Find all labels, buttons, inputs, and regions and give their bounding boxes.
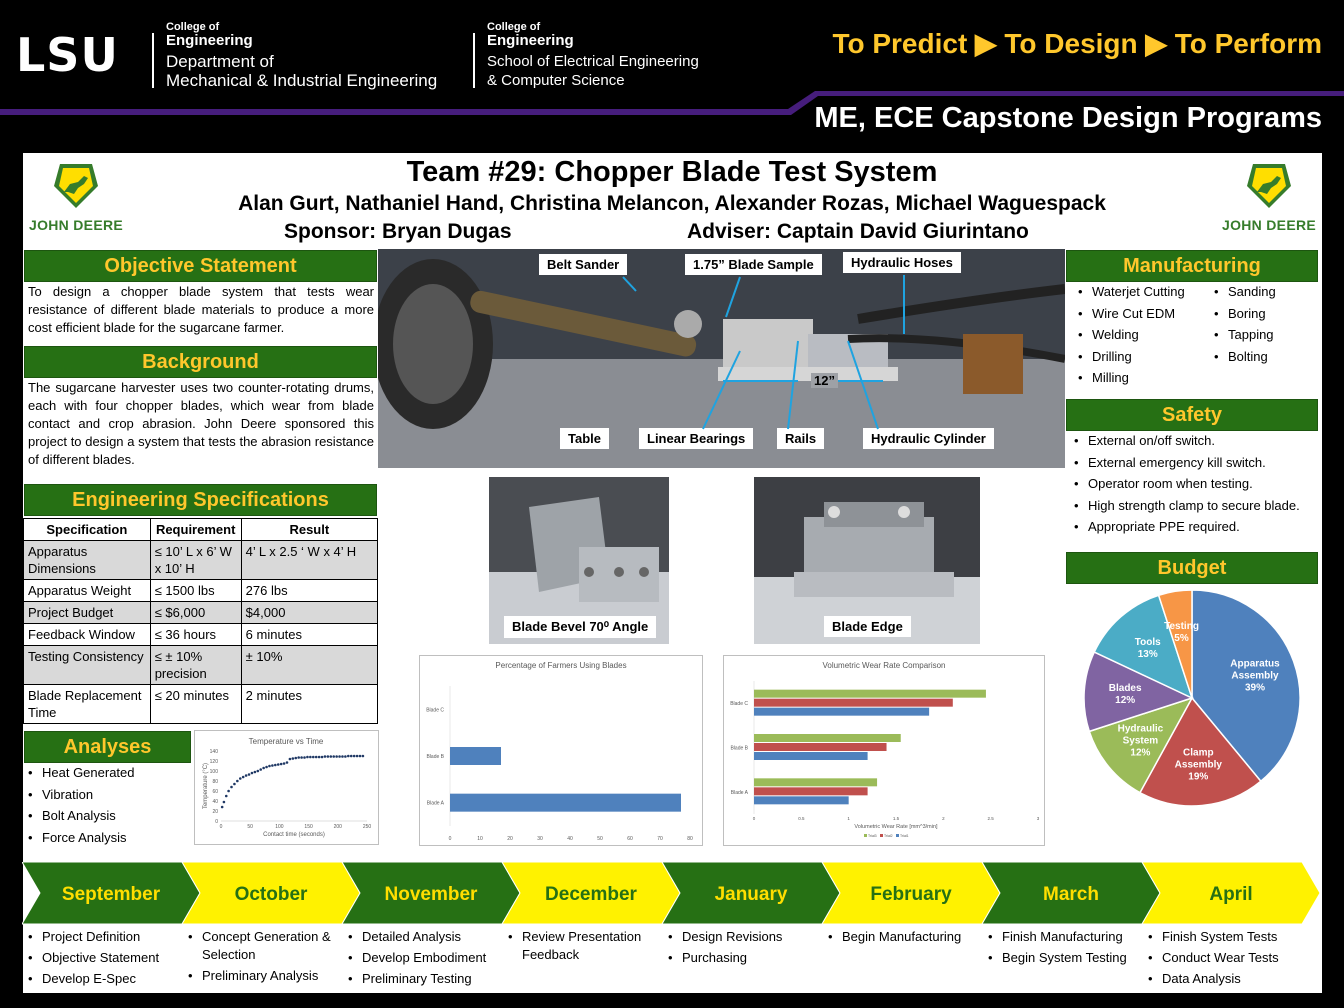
bar [450,794,681,812]
wear-chart-svg [724,656,1044,845]
list-item: • Heat Generated [26,762,191,784]
list-item: • Wire Cut EDM [1076,303,1206,325]
list-item: • Milling [1076,367,1206,389]
data-point [335,755,338,758]
list-item: • Purchasing [666,949,820,967]
safety-heading: Safety [1066,399,1318,431]
data-point [344,755,347,758]
timeline-task-list [506,928,660,967]
dept-line1: Department of [166,52,274,71]
legend-label: Trial1 [900,834,909,838]
y-tick-label: 100 [209,769,218,775]
test-system-photo [378,249,1065,468]
bar [450,747,501,765]
x-tick-label: 0 [219,824,223,830]
budget-heading: Budget [1066,552,1318,584]
table-cell: 6 minutes [241,624,377,646]
bar [754,778,877,786]
data-point [280,763,283,766]
label-table: Table [560,428,609,449]
list-item: • Waterjet Cutting [1076,281,1206,303]
list-item: • Detailed Analysis [346,928,500,946]
data-point [292,757,295,760]
y-tick-label: 40 [212,799,218,805]
farmers-chart [419,655,703,846]
data-point [347,755,350,758]
engineering-label: Engineering [487,32,574,49]
y-tick-label: Blade B [730,745,748,752]
data-point [327,755,330,758]
table-cell: ≤ 36 hours [150,624,241,646]
list-item: • Preliminary Analysis [186,967,340,985]
logo-text: JOHN DEERE [28,217,124,233]
specs-table-wrap [23,518,378,724]
john-deere-logo-right [1221,162,1317,233]
table-row [24,580,378,602]
data-point [309,756,312,759]
data-point [277,763,280,766]
analyses-list [26,762,191,848]
timeline-month: January [714,884,788,905]
team-members: Alan Gurt, Nathaniel Hand, Christina Melancon, Alexander Rozas, Michael Waguespack [238,192,1106,215]
safety-list [1072,430,1320,538]
y-axis-label: Temperature (°C) [203,762,209,810]
manufacturing-heading: Manufacturing [1066,250,1318,282]
logo-text: JOHN DEERE [1221,217,1317,233]
table-cell: Project Budget [24,602,151,624]
data-point [265,766,268,769]
list-item: • Welding [1076,324,1206,346]
label-rails: Rails [777,428,824,449]
data-point [223,801,226,804]
table-cell: 276 lbs [241,580,377,602]
label-linear-bearings: Linear Bearings [639,428,753,449]
list-item: • Preliminary Testing [346,970,500,988]
background-heading: Background [24,346,377,378]
table-cell: ≤ ± 10% precision [150,646,241,685]
table-row [24,624,378,646]
table-row [24,602,378,624]
list-item: • Develop E-Spec [26,970,180,988]
x-tick-label: 50 [597,836,603,842]
timeline-month: December [545,884,637,905]
data-point [356,755,359,758]
x-tick-label: 100 [275,824,284,830]
table-cell: $4,000 [241,602,377,624]
pie-label: Tools 13% [1134,636,1161,660]
data-point [321,756,324,759]
list-item: • Begin System Testing [986,949,1140,967]
timeline-tasks [22,928,1322,992]
table-row [24,541,378,580]
chart-title: Percentage of Farmers Using Blades [495,661,627,670]
manufacturing-list-1 [1076,281,1206,389]
data-point [274,764,277,767]
label-hydraulic-hoses: Hydraulic Hoses [843,252,961,273]
temperature-chart-svg [195,731,378,844]
table-cell: Feedback Window [24,624,151,646]
data-point [329,755,332,758]
table-cell: 2 minutes [241,685,377,724]
data-point [283,762,286,765]
list-item: • External emergency kill switch. [1072,452,1320,474]
team-title: Team #29: Chopper Blade Test System [406,156,938,188]
y-tick-label: 80 [212,779,218,785]
bar [754,743,887,751]
timeline-arrows [22,862,1322,926]
list-item: • Review Presentation Feedback [506,928,660,964]
wear-chart [723,655,1045,846]
list-item: • Drilling [1076,346,1206,368]
legend-swatch [864,834,867,837]
sponsor: Sponsor: Bryan Dugas [284,220,512,243]
dept-line2: Mechanical & Industrial Engineering [166,71,438,90]
header [0,0,1344,150]
header-divider [473,33,475,88]
y-tick-label: Blade C [426,707,444,714]
table-row [24,646,378,685]
y-tick-label: Blade A [426,800,444,807]
data-point [236,780,239,783]
data-point [341,755,344,758]
data-point [300,756,303,759]
x-axis-label: Volumetric Wear Rate [mm^3/min] [854,824,938,830]
label-blade-sample: 1.75” Blade Sample [685,254,822,275]
list-item: • Sanding [1212,281,1312,303]
x-tick-label: 250 [362,824,372,830]
school-line1: School of Electrical Engineering [487,53,699,70]
pie-label: Testing 5% [1164,620,1199,644]
table-cell: 4’ L x 2.5 ‘ W x 4’ H [241,541,377,580]
x-tick-label: 60 [627,836,633,842]
budget-pie-chart [1078,586,1308,810]
list-item: • Begin Manufacturing [826,928,980,946]
list-item: • Bolting [1212,346,1312,368]
data-point [227,790,230,793]
x-tick-label: 0.5 [798,816,805,821]
label-belt-sander: Belt Sander [539,254,627,275]
list-item: • Finish System Tests [1146,928,1300,946]
data-point [259,768,262,771]
john-deere-logo-left [28,162,124,233]
data-point [297,756,300,759]
data-point [359,755,362,758]
x-tick-label: 0 [448,836,452,842]
analyses-heading: Analyses [24,731,191,763]
label-blade-bevel: Blade Bevel 70⁰ Angle [504,616,656,638]
timeline-month: February [870,884,952,905]
x-tick-label: 200 [333,824,342,830]
data-point [225,795,228,798]
list-item: • Conduct Wear Tests [1146,949,1300,967]
timeline-month: September [61,884,161,905]
column-header: Requirement [150,519,241,541]
list-item: • Appropriate PPE required. [1072,516,1320,538]
data-point [239,777,242,780]
x-tick-label: 1.5 [892,816,900,821]
data-point [242,776,245,779]
blade-edge-photo [754,477,980,644]
data-point [312,756,315,759]
data-point [254,771,257,774]
list-item: • Vibration [26,784,191,806]
x-tick-label: 10 [477,836,483,842]
data-point [362,755,365,758]
data-point [286,761,289,764]
y-tick-label: Blade B [426,754,444,760]
data-point [271,764,274,767]
column-header: Specification [24,519,151,541]
table-cell: ≤ 10’ L x 6’ W x 10’ H [150,541,241,580]
timeline-task-list [26,928,180,991]
deer-icon [1221,162,1317,210]
table-cell: Apparatus Weight [24,580,151,602]
column-header: Result [241,519,377,541]
list-item: • Develop Embodiment [346,949,500,967]
chart-title: Temperature vs Time [248,737,324,746]
table-cell: Blade Replacement Time [24,685,151,724]
y-tick-label: Blade C [730,701,748,708]
x-tick-label: 20 [507,836,513,842]
timeline-task-list [986,928,1140,970]
data-point [324,755,327,758]
table-cell: ± 10% [241,646,377,685]
x-tick-label: 2 [942,816,945,821]
table-cell: Testing Consistency [24,646,151,685]
x-tick-label: 80 [687,836,693,842]
background-text: The sugarcane harvester uses two counter-rotating drums, each with four chopper blades, which wear from blade contact and crop abrasion. John Deere sponsored this project to design a system that tests the abrasion resistance of different blades. [28,380,374,467]
farmers-chart-svg [420,656,702,845]
bar [754,752,868,760]
data-point [318,756,321,759]
data-point [350,755,353,758]
legend-swatch [880,834,883,837]
data-point [353,755,356,758]
timeline-month: March [1043,884,1099,905]
timeline-month: October [234,884,308,905]
list-item: • Force Analysis [26,827,191,849]
school-line2: & Computer Science [487,72,625,89]
data-point [221,806,224,809]
data-point [289,758,292,761]
legend-label: Trial3 [868,834,877,838]
callout-arrows [378,249,1065,468]
x-tick-label: 0 [752,816,756,821]
timeline-task-list [186,928,340,988]
data-point [230,786,233,789]
specs-heading: Engineering Specifications [24,484,377,516]
y-tick-label: 60 [212,789,218,795]
college-label: College of [166,21,220,33]
specs-table [23,518,378,724]
y-tick-label: 140 [209,749,218,755]
list-item: • External on/off switch. [1072,430,1320,452]
pie-label: Hydraulic System 12% [1117,723,1164,759]
label-hydraulic-cylinder: Hydraulic Cylinder [863,428,994,449]
legend-label: Trial2 [884,834,893,838]
list-item: • Finish Manufacturing [986,928,1140,946]
data-point [294,757,297,760]
list-item: • High strength clamp to secure blade. [1072,495,1320,517]
list-item: • Concept Generation & Selection [186,928,340,964]
list-item: • Design Revisions [666,928,820,946]
label-dimension: 12” [811,373,838,388]
data-point [262,767,265,770]
list-item: • Objective Statement [26,949,180,967]
list-item: • Boring [1212,303,1312,325]
data-point [245,774,248,777]
data-point [251,772,254,775]
x-axis-label: Contact time (seconds) [263,832,325,838]
table-row [24,685,378,724]
x-tick-label: 40 [567,836,573,842]
objective-heading: Objective Statement [24,250,377,282]
table-cell: Apparatus Dimensions [24,541,151,580]
x-tick-label: 1 [847,816,850,821]
timeline-task-list [1146,928,1300,991]
timeline-month: April [1209,884,1253,905]
tagline: To Predict ▶ To Design ▶ To Perform [832,28,1322,59]
pie-label: Apparatus Assembly 39% [1230,658,1280,694]
y-tick-label: 20 [212,809,218,815]
data-point [233,783,236,786]
y-tick-label: Blade A [730,789,748,796]
timeline-task-list [826,928,980,949]
adviser: Adviser: Captain David Giurintano [687,220,1029,243]
x-tick-label: 150 [304,824,313,830]
list-item: • Bolt Analysis [26,805,191,827]
data-point [303,756,306,759]
data-point [338,755,341,758]
table-cell: ≤ 1500 lbs [150,580,241,602]
data-point [315,756,318,759]
pie-label: Clamp Assembly 19% [1174,747,1222,783]
x-tick-label: 50 [247,824,253,830]
timeline-task-list [346,928,500,991]
lsu-logo: LSU [16,28,119,82]
pie-label: Blades 12% [1108,682,1142,706]
data-point [306,756,309,759]
engineering-label: Engineering [166,32,253,49]
bar [754,734,901,742]
bar [754,690,986,698]
legend-swatch [896,834,899,837]
bar [754,699,953,707]
data-point [248,773,251,776]
list-item: • Data Analysis [1146,970,1300,988]
college-label: College of [487,21,541,33]
data-point [256,770,259,773]
x-tick-label: 3 [1036,816,1040,821]
x-tick-label: 70 [657,836,663,842]
x-tick-label: 30 [537,836,543,842]
table-cell: ≤ 20 minutes [150,685,241,724]
data-point [332,755,335,758]
label-blade-edge: Blade Edge [824,616,911,637]
y-tick-label: 120 [209,759,218,765]
chart-title: Volumetric Wear Rate Comparison [822,661,946,670]
temperature-chart [194,730,379,845]
deer-icon [28,162,124,210]
header-divider [152,33,154,88]
list-item: • Tapping [1212,324,1312,346]
blade-bevel-photo [489,477,669,644]
objective-text: To design a chopper blade system that tests wear resistance of different blade materials to produce a more cost efficient blade for the sugarcane farmer. [28,284,374,335]
timeline-task-list [666,928,820,970]
program-title: ME, ECE Capstone Design Programs [814,102,1322,134]
timeline-month: November [384,884,478,905]
table-cell: ≤ $6,000 [150,602,241,624]
y-tick-label: 0 [215,819,218,825]
x-tick-label: 2.5 [987,816,994,821]
data-point [268,765,271,768]
bar [754,708,929,716]
bar [754,787,868,795]
list-item: • Operator room when testing. [1072,473,1320,495]
list-item: • Project Definition [26,928,180,946]
bar [754,796,849,804]
manufacturing-list-2 [1212,281,1312,367]
